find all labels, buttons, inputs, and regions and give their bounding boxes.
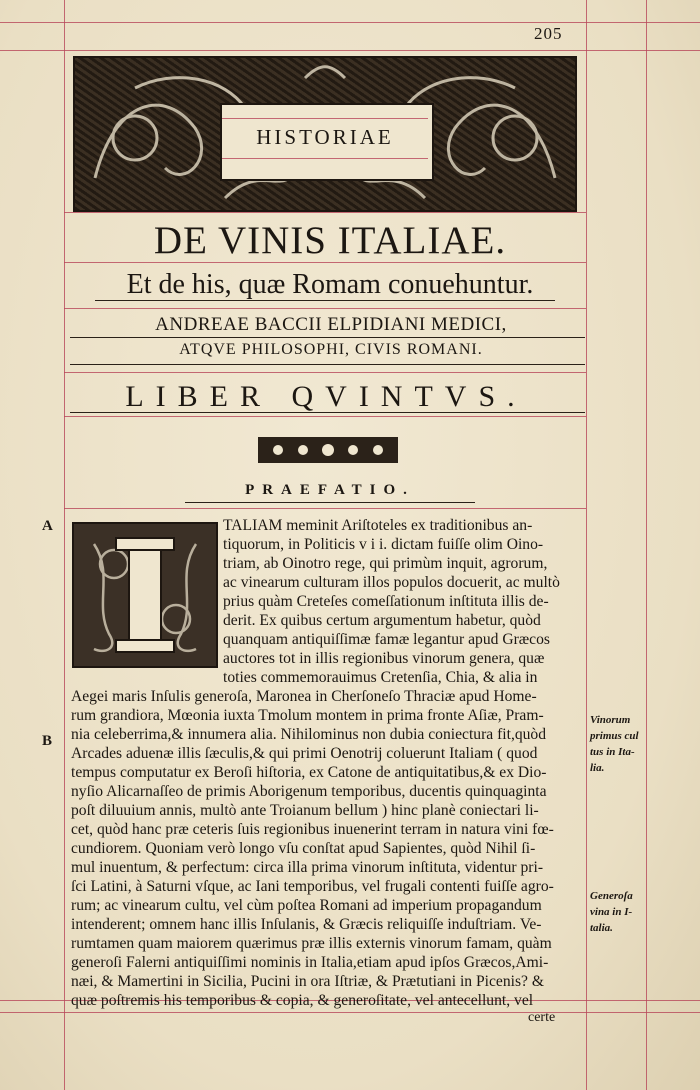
body-line: næi, & Mamertini in Sicilia, Pucini in ora Iſtriæ, & Prætutiani in Picenis? & [71,973,544,990]
margin-note-line: Generoſa [590,890,633,902]
body-line: intenderent; omnem hanc illis Inſulanis, & Græcis reliquiſſe induſtriam. Ve- [71,916,542,933]
body-line: nyſio Alicarnaſſeo de primis Aborigenum temporibus, ducentis quinquaginta [71,783,547,800]
red-rule [0,50,700,51]
main-title: DE VINIS ITALIAE. [153,219,507,262]
body-line: ac vinearum culturam illos populos docuerit, ac multò [223,574,560,591]
body-line: mul inuentum, & perfectum: circa illa prima vinorum inſtituta, videntur pri- [71,859,544,876]
body-line: cet, quòd hanc præ ceteris ſuis regionibus inuenerint terram in natura vini fœ- [71,821,554,838]
body-line: Arcades aduenæ illis ſæculis,& qui primi Oenotrij coluerunt Italiam ( quod [71,745,538,762]
title-rule [70,337,585,338]
red-rule [222,158,428,159]
preface-heading: PRAEFATIO. [245,482,415,498]
body-line: cundiorem. Quoniam verò longo vſu conſtat apud Sapientes, quòd Nihil ſi- [71,840,536,857]
body-line: toties commemorauimus Cretenſia, Chia, & alia in [223,669,538,686]
body-line: ſci Latini, à Saturni vſque, ac Iani temporibus, vel frugali contenti fuiſſe agro- [71,878,554,895]
body-line: quæ poſtremis his temporibus & copia, & generoſitate, vel antecellunt, vel [71,992,534,1009]
red-rule [222,118,428,119]
margin-note-line: tus in Ita- [590,746,635,758]
body-line: nia celeberrima,& innumera alia. Nihilominus non dubia coniectura fit,quòd [71,726,547,743]
author-line: ANDREAE BACCII ELPIDIANI MEDICI, [155,314,507,335]
margin-note [590,712,652,776]
side-letter-a: A [42,518,53,534]
fleuron-icon [258,433,398,467]
red-rule [64,0,65,1090]
margin-note-line: talia. [590,922,613,934]
catchword: certe [528,1010,556,1025]
margin-note-line: Vinorum [590,714,631,726]
body-line: poſt diluuium annis, multò ante Troianum bellum ) hinc planè coniectari li- [71,802,539,819]
banner-title: HISTORIAE [256,125,394,149]
body-line: generoſi Falerni antiquiſſimi nominis in Italia,etiam apud ipſos Græcos,Ami- [71,954,549,971]
body-line: prius quàm Creteſes comeſſationum inſtituta illis de- [223,593,549,610]
author-line: ATQVE PHILOSOPHI, CIVIS ROMANI. [179,341,483,358]
red-rule [64,372,586,373]
body-line: derit. Ex quibus certum argumentum habetur, quòd [223,612,541,629]
red-rule [0,1012,700,1013]
body-line: tiquorum, in Politicis v i i. dictam fuiſſe olim Oino- [223,536,544,553]
body-line: rum grandiora, Mœonia iuxta Tmolum montem in prima fronte Aſiæ, Pram- [71,707,544,724]
subtitle: Et de his, quæ Romam conuehuntur. [126,269,534,300]
side-letter-b: B [42,733,53,749]
body-line: rum; ac vinearum cultu, vel cùm poſtea Romani ad imperium propagandum [71,897,542,914]
title-rule [185,502,475,503]
body-line: quanquam antiquiſſimæ famæ legantur apud Græcos [223,631,550,648]
body-line: triam, ab Oinotro rege, qui primùm inquit, agrorum, [223,555,548,572]
margin-note [590,888,652,936]
margin-note-line: primus cul [590,730,639,742]
body-line: Aegei maris Inſulis generoſa, Maronea in Cherſoneſo Thraciæ apud Home- [71,688,537,705]
margin-note-line: lia. [590,762,605,774]
drop-cap-initial [72,522,218,668]
red-rule [64,508,586,509]
margin-note-line: vina in I- [590,906,633,918]
red-rule [586,0,587,1090]
red-rule [64,212,586,213]
title-rule [70,364,585,365]
initial-i-ornament-icon [74,524,216,666]
body-line: tempus computatur ex Beroſi hiſtoria, ex Catone de antiquitatibus,& ex Dio- [71,764,547,781]
body-line: auctores tot in illis regionibus vinorum genera, quæ [223,650,545,667]
page-number: 205 [534,24,563,43]
red-rule [0,22,700,23]
red-rule [64,308,586,309]
body-line: TALIAM meminit Ariſtoteles ex traditionibus an- [223,517,533,534]
red-rule [64,416,586,417]
body-line: rumtamen quam maiorem quærimus præ illis externis vinorum famam, quàm [71,935,552,952]
book-label: LIBER QVINTVS. [125,380,527,413]
